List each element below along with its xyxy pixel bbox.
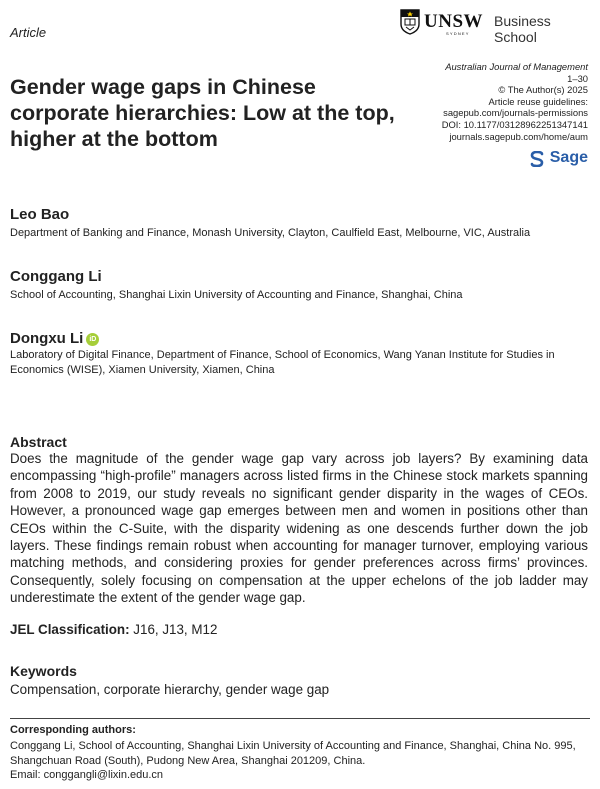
abstract-text: Does the magnitude of the gender wage gap vary across job layers? By examining data encompassing “high-profile” managers across listed firms in the Chinese stock markets spanning from 2008 to 2019, our study reveals no significant gender disparity in the wages of CEOs. However, a pronounced wage gap emerges between men and women in positions other than CEOs within the C-Suite, with the disparity widening as one descends further down the job layers. These findings remain robust when accounting for manager turnover, employing various matching methods, and considering proxies for gender preferences across firms’ provinces. Consequently, solely focusing on compensation at the upper echelons of the job ladder may underestimate the extent of the gender wage gap.: [10, 451, 588, 606]
journal-home-link[interactable]: journals.sagepub.com/home/aum: [449, 130, 588, 142]
paper-title: Gender wage gaps in Chinese corporate hierarchies: Low at the top, higher at the bottom: [10, 75, 395, 151]
author-affiliation: School of Accounting, Shanghai Lixin University of Accounting and Finance, Shanghai, China: [10, 289, 463, 301]
footnote-divider: [10, 718, 590, 719]
corresponding-address-line: Conggang Li, School of Accounting, Shanghai Lixin University of Accounting and Finance, Shanghai, China No. 995,: [10, 740, 576, 752]
author-name: Leo Bao: [10, 206, 70, 223]
corresponding-details: [10, 739, 590, 783]
page-range: 1–30: [567, 72, 588, 84]
copyright: © The Author(s) 2025: [498, 84, 588, 96]
journal-info: [348, 61, 588, 142]
corresponding-email[interactable]: Email: conggangli@lixin.edu.cn: [10, 769, 164, 781]
author-name: Dongxu Li: [10, 330, 84, 347]
sydney-wordmark: SYDNEY: [446, 31, 470, 36]
unsw-wordmark: UNSW: [424, 11, 484, 32]
reuse-link[interactable]: sagepub.com/journals-permissions: [443, 107, 588, 119]
keywords-text: Compensation, corporate hierarchy, gender wage gap: [10, 682, 330, 697]
sage-logo: [508, 150, 588, 168]
sage-wordmark: Sage: [549, 149, 588, 166]
author-name: Conggang Li: [10, 268, 102, 285]
unsw-business-school-logo: [400, 9, 590, 45]
corresponding-heading: Corresponding authors:: [10, 724, 136, 736]
unsw-crest-icon: [400, 9, 420, 35]
business-school-label: Business School: [494, 13, 551, 45]
reuse-label: Article reuse guidelines:: [488, 95, 588, 107]
jel-label: JEL Classification:: [10, 622, 130, 637]
sage-s-icon: [530, 151, 544, 167]
doi[interactable]: DOI: 10.1177/03128962251347141: [441, 118, 588, 130]
jel-classification: [10, 622, 217, 637]
article-type: Article: [10, 25, 47, 40]
author-affiliation: Department of Banking and Finance, Monash University, Clayton, Caulfield East, Melbourne, VIC, Australia: [10, 227, 531, 239]
abstract-heading: Abstract: [10, 434, 67, 450]
corresponding-address-line: Shangchuan Road (South), Pudong New Area, Shanghai 201209, China.: [10, 754, 366, 767]
author-name-with-orcid: [10, 330, 99, 347]
journal-name: Australian Journal of Management: [445, 61, 588, 72]
orcid-icon[interactable]: iD: [86, 333, 99, 346]
keywords-heading: Keywords: [10, 663, 77, 679]
author-affiliation: Laboratory of Digital Finance, Department of Finance, School of Economics, Wang Yanan Institute for Studies in Economics (WISE), Xiamen University, Xiamen, China: [10, 349, 555, 376]
jel-codes: J16, J13, M12: [133, 622, 218, 637]
